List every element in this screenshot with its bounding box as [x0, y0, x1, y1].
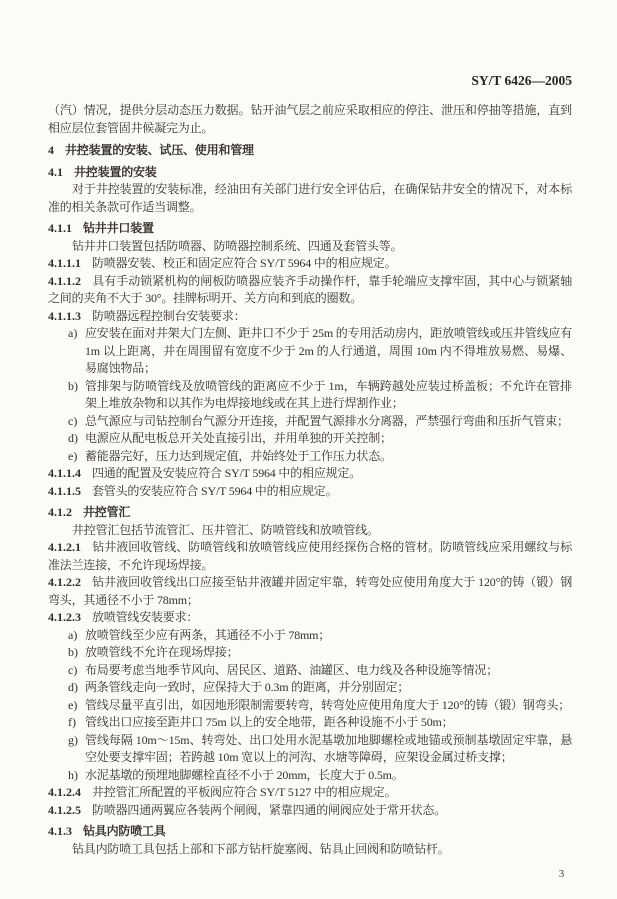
clause-paragraph [48, 308, 572, 326]
paragraph-text: 井控管汇包括节流管汇、压井管汇、防喷管线和放喷管线。 [72, 522, 379, 537]
paragraph-text: 对于井控装置的安装标准，经油田有关部门进行安全评估后，在确保钻井安全的情况下，对本标准的相关条款可作适当调整。 [48, 182, 572, 214]
list-item [48, 767, 572, 785]
paragraph [48, 841, 572, 859]
paragraph-text: 套管头的安装应符合 SY/T 5964 中的相应规定。 [92, 483, 338, 498]
paragraph-text: 井控装置的安装 [74, 164, 157, 179]
document-body [48, 102, 572, 858]
list-marker: e) [68, 697, 78, 712]
clause-number: 4.1.2.4 [48, 785, 81, 799]
paragraph-text: 井控管汇所配置的平板阀应符合 SY/T 5127 中的相应规定。 [92, 785, 397, 799]
clause-paragraph [48, 539, 572, 574]
list-item [48, 697, 572, 715]
list-marker: d) [68, 431, 78, 445]
paragraph-text: 管线每隔 10m～15m、转弯处、出口处用水泥基墩加地脚螺栓或地锚或预制基墩固定牢靠，悬空处要支撑牢固；若跨越 10m 宽以上的河沟、水塘等障碍，应架设金属过桥支撑； [85, 732, 572, 764]
list-marker: g) [68, 732, 78, 747]
clause-number: 4.1 [48, 164, 63, 179]
clause-number: 4.1.1.3 [48, 308, 81, 323]
paragraph-text: 蓄能器完好，压力达到规定值，并始终处于工作压力状态。 [85, 448, 392, 463]
paragraph [48, 522, 572, 540]
clause-paragraph [48, 574, 572, 609]
subsection-heading [48, 164, 572, 182]
list-item [48, 662, 572, 680]
list-marker: f) [68, 715, 76, 729]
paragraph-text: 钻井液回收管线、防喷管线和放喷管线应使用经探伤合格的管材。防喷管线应采用螺纹与标准法兰连接，不允许现场焊接。 [48, 540, 572, 572]
paragraph-text: 钻井液回收管线出口应接至钻井液罐并固定牢靠，转弯处应使用角度大于 120°的铸（锻）钢弯头，其通径不小于 78mm； [48, 575, 572, 607]
clause-number: 4.1.1.1 [48, 256, 81, 270]
page-number: 3 [558, 868, 564, 880]
paragraph-text: 电源应从配电板总开关处直接引出，并用单独的开关控制； [85, 431, 392, 445]
section-heading [48, 142, 572, 160]
paragraph-text: 防喷器远程控制台安装要求： [92, 308, 246, 323]
paragraph [48, 238, 572, 256]
paragraph-text: 防喷器四通两翼应各装两个闸阀，紧靠四通的闸阀应处于常开状态。 [92, 802, 447, 817]
paragraph-text: 总气源应与司钻控制台气源分开连接，并配置气源排水分离器，严禁强行弯曲和压折气管束； [85, 413, 569, 428]
list-marker: a) [68, 627, 78, 642]
clause-paragraph [48, 465, 572, 483]
paragraph-text: 放喷管线不允许在现场焊接； [85, 645, 239, 659]
clause-number: 4.1.2.5 [48, 802, 81, 817]
paragraph-text: 井控管汇 [83, 505, 131, 519]
list-item [48, 378, 572, 413]
paragraph-text: 放喷管线至少应有两条，其通径不小于 78mm； [85, 627, 331, 642]
paragraph-text: 布局要考虑当地季节风向、居民区、道路、油罐区、电力线及各种设施等情况； [85, 662, 499, 677]
list-marker: a) [68, 326, 78, 340]
running-header [48, 72, 572, 90]
clause-paragraph [48, 784, 572, 802]
clause-number: 4.1.3 [48, 824, 72, 838]
clause-paragraph [48, 273, 572, 308]
clause-number: 4.1.1.5 [48, 483, 81, 498]
clause-number: 4 [48, 143, 54, 157]
list-item [48, 430, 572, 448]
list-item [48, 644, 572, 662]
subsection-heading [48, 220, 572, 238]
subsection-heading [48, 823, 572, 841]
clause-number: 4.1.2.2 [48, 575, 81, 589]
clause-number: 4.1.1 [48, 221, 72, 235]
paragraph-text: 管线尽量平直引出，如因地形限制需要转弯，转弯处应使用角度大于 120°的铸（锻）钢弯头； [85, 697, 571, 712]
clause-number: 4.1.1.4 [48, 466, 81, 480]
list-marker: c) [68, 413, 78, 428]
paragraph [48, 102, 572, 137]
paragraph-text: 钻具内防喷工具包括上部和下部方钻杆旋塞阀、钻具止回阀和防喷钻杆。 [72, 841, 450, 856]
standard-number: SY/T 6426—2005 [471, 73, 572, 88]
subsection-heading [48, 504, 572, 522]
clause-paragraph [48, 609, 572, 627]
paragraph [48, 181, 572, 216]
paragraph-text: 防喷器安装、校正和固定应符合 SY/T 5964 中的相应规定。 [92, 256, 397, 270]
paragraph-text: 水泥基墩的预埋地脚螺栓直径不小于 20mm，长度大于 0.5m。 [85, 767, 404, 782]
paragraph-text: 井控装置的安装、试压、使用和管理 [65, 143, 254, 157]
clause-paragraph [48, 255, 572, 273]
list-item [48, 679, 572, 697]
clause-number: 4.1.2.3 [48, 610, 81, 624]
list-item [48, 714, 572, 732]
list-marker: c) [68, 662, 78, 677]
clause-number: 4.1.2.1 [48, 540, 81, 554]
clause-number: 4.1.2 [48, 505, 72, 519]
list-marker: b) [68, 378, 78, 393]
paragraph-text: 管排架与防喷管线及放喷管线的距离应不少于 1m，车辆跨越处应装过桥盖板；不允许在管排架上堆放杂物和以其作为电焊接地线或在其上进行焊割作业； [85, 378, 572, 410]
paragraph-text: 放喷管线安装要求： [92, 610, 199, 624]
list-marker: e) [68, 448, 78, 463]
list-item [48, 448, 572, 466]
list-item [48, 325, 572, 378]
list-item [48, 627, 572, 645]
list-marker: d) [68, 680, 78, 694]
paragraph-text: 应安装在面对井架大门左侧、距井口不少于 25m 的专用活动房内，距放喷管线或压井管线应有 1m 以上距离，并在周围留有宽度不少于 2m 的人行通道，周围 10m 内不得堆放易燃、易爆、易腐蚀物品； [85, 326, 572, 375]
clause-paragraph [48, 802, 572, 820]
paragraph-text: 钻具内防喷工具 [83, 824, 166, 838]
paragraph-text: 钻井井口装置 [83, 221, 154, 235]
paragraph-text: 具有手动锁紧机构的闸板防喷器应装齐手动操作杆，靠手轮端应支撑牢固，其中心与锁紧轴之间的夹角不大于 30°。挂牌标明开、关方向和到底的圈数。 [48, 273, 572, 305]
paragraph-text: （汽）情况，提供分层动态压力数据。钻开油气层之前应采取相应的停注、泄压和停抽等措施，直到相应层位套管固井候凝完为止。 [48, 103, 572, 135]
paragraph-text: 两条管线走向一致时，应保持大于 0.3m 的距离，并分别固定； [85, 680, 410, 694]
list-marker: b) [68, 645, 78, 659]
list-item [48, 413, 572, 431]
paragraph-text: 钻井井口装置包括防喷器、防喷器控制系统、四通及套管头等。 [72, 238, 403, 253]
paragraph-text: 四通的配置及安装应符合 SY/T 5964 中的相应规定。 [92, 466, 361, 480]
paragraph-text: 管线出口应接至距井口 75m 以上的安全地带，距各种设施不小于 50m； [85, 715, 454, 729]
clause-number: 4.1.1.2 [48, 273, 81, 288]
page-footer [48, 868, 572, 880]
clause-paragraph [48, 483, 572, 501]
list-marker: h) [68, 767, 78, 782]
list-item [48, 732, 572, 767]
